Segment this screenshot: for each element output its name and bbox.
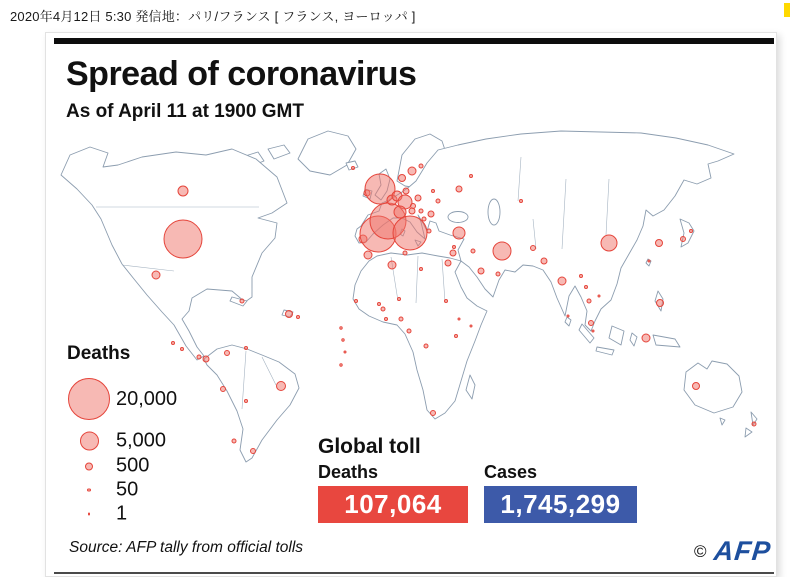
death-bubble-austria bbox=[409, 208, 415, 214]
bottom-rule bbox=[54, 572, 774, 574]
deaths-value-box: 107,064 bbox=[318, 486, 468, 523]
top-rule bbox=[54, 38, 774, 44]
legend-bubble-500 bbox=[85, 462, 93, 470]
death-bubble-sweden bbox=[408, 167, 416, 175]
death-bubble-india bbox=[558, 277, 566, 285]
death-bubble-niger bbox=[398, 298, 401, 301]
death-bubble-greece bbox=[427, 229, 431, 233]
death-bubble-sri-lanka bbox=[567, 315, 569, 317]
death-bubble-mexico bbox=[152, 271, 160, 279]
death-bubble-sudan bbox=[445, 300, 448, 303]
death-bubble-myanmar bbox=[585, 286, 588, 289]
cases-value-box: 1,745,299 bbox=[484, 486, 637, 523]
death-bubble-canada bbox=[178, 186, 188, 196]
death-bubble-malaysia bbox=[589, 321, 594, 326]
deaths-label: Deaths bbox=[318, 462, 379, 482]
death-bubble-japan-north bbox=[690, 230, 693, 233]
legend-label-500: 500 bbox=[116, 454, 150, 477]
death-bubble-iceland bbox=[352, 167, 355, 170]
death-bubble-kazakhstan bbox=[520, 200, 523, 203]
graphic-subtitle: As of April 11 at 1900 GMT bbox=[66, 101, 304, 122]
legend-bubble-1 bbox=[88, 513, 90, 515]
death-bubble-martinique bbox=[340, 327, 342, 329]
copyright-icon: © bbox=[694, 541, 707, 561]
death-bubble-morocco bbox=[364, 251, 372, 259]
cases-label: Cases bbox=[484, 462, 538, 482]
death-bubble-cuba bbox=[240, 299, 244, 303]
death-bubble-ethiopia bbox=[458, 318, 460, 320]
graphic-title: Spread of coronavirus bbox=[66, 55, 417, 93]
death-bubble-tunisia bbox=[403, 251, 407, 255]
death-bubble-belarus bbox=[432, 190, 435, 193]
death-bubble-japan bbox=[681, 237, 686, 242]
death-bubble-indonesia bbox=[642, 334, 650, 342]
death-bubble-iraq bbox=[471, 249, 475, 253]
global-toll-panel bbox=[318, 435, 638, 523]
death-bubble-denmark bbox=[403, 188, 409, 194]
death-bubble-pakistan bbox=[541, 258, 547, 264]
afp-logo: AFP bbox=[712, 536, 773, 566]
death-bubble-israel bbox=[450, 250, 456, 256]
death-bubble-bangladesh bbox=[580, 275, 583, 278]
death-bubble-trinidad bbox=[340, 364, 342, 366]
death-bubble-nigeria bbox=[399, 317, 403, 321]
death-bubble-norway bbox=[399, 175, 406, 182]
death-bubble-south-africa bbox=[431, 411, 436, 416]
death-bubble-mali bbox=[378, 303, 381, 306]
death-bubble-dr-congo bbox=[424, 344, 428, 348]
death-bubble-australia bbox=[693, 383, 700, 390]
death-bubble-serbia bbox=[422, 217, 426, 221]
legend-label-20000: 20,000 bbox=[116, 387, 178, 410]
death-bubble-algeria bbox=[388, 261, 396, 269]
death-bubble-poland bbox=[415, 195, 421, 201]
death-bubble-barbados bbox=[344, 351, 346, 353]
global-toll-title: Global toll bbox=[318, 435, 421, 458]
death-bubble-lebanon bbox=[453, 246, 456, 249]
death-bubble-finland bbox=[419, 164, 423, 168]
death-bubble-dominican-republic bbox=[286, 311, 293, 318]
death-bubble-new-zealand bbox=[752, 422, 756, 426]
death-bubble-uae bbox=[496, 272, 500, 276]
death-bubble-kenya bbox=[455, 335, 458, 338]
death-bubble-libya bbox=[420, 268, 423, 271]
death-bubble-cameroon bbox=[407, 329, 411, 333]
death-bubble-philippines bbox=[657, 300, 664, 307]
death-bubble-switzerland bbox=[394, 206, 406, 218]
map-legend bbox=[67, 343, 287, 523]
death-bubble-afghanistan bbox=[531, 246, 536, 251]
death-bubble-taiwan bbox=[648, 260, 650, 262]
article-dateline: 2020年4月12日 5:30 発信地：パリ/フランス [ フランス, ヨーロッパ ] bbox=[10, 9, 416, 24]
death-bubble-hungary bbox=[419, 209, 423, 213]
death-bubble-russia-moscow bbox=[456, 186, 462, 192]
death-bubble-italy bbox=[393, 216, 427, 250]
death-bubble-somalia bbox=[470, 325, 472, 327]
highlight-marker bbox=[784, 3, 790, 17]
death-bubble-puerto-rico bbox=[297, 316, 300, 319]
legend-bubble-5000 bbox=[80, 432, 99, 451]
death-bubble-singapore bbox=[592, 330, 594, 332]
death-bubble-egypt bbox=[445, 260, 451, 266]
infographic-card bbox=[45, 32, 777, 577]
death-bubble-usa bbox=[164, 220, 202, 258]
death-bubble-senegal bbox=[355, 300, 358, 303]
legend-label-5000: 5,000 bbox=[116, 429, 167, 452]
death-bubble-burkina-faso bbox=[381, 307, 385, 311]
legend-label-1: 1 bbox=[116, 502, 128, 525]
death-bubble-russia-east bbox=[470, 175, 473, 178]
death-bubble-south-korea bbox=[656, 240, 663, 247]
death-bubble-saudi-arabia bbox=[478, 268, 484, 274]
afp-credit bbox=[694, 536, 771, 567]
source-credit: Source: AFP tally from official tolls bbox=[69, 539, 304, 556]
legend-label-50: 50 bbox=[116, 478, 139, 501]
death-bubble-romania bbox=[428, 211, 434, 217]
death-bubble-ghana bbox=[385, 318, 388, 321]
legend-title: Deaths bbox=[67, 343, 131, 364]
death-bubble-iran bbox=[493, 242, 511, 260]
death-bubble-guadeloupe bbox=[342, 339, 344, 341]
death-bubble-turkey bbox=[453, 227, 465, 239]
death-bubble-ukraine bbox=[436, 199, 440, 203]
death-bubble-vietnam bbox=[598, 295, 600, 297]
death-bubble-thailand bbox=[587, 299, 591, 303]
legend-bubble-20000 bbox=[68, 378, 110, 420]
death-bubble-china bbox=[601, 235, 617, 251]
legend-bubble-50 bbox=[87, 488, 91, 492]
